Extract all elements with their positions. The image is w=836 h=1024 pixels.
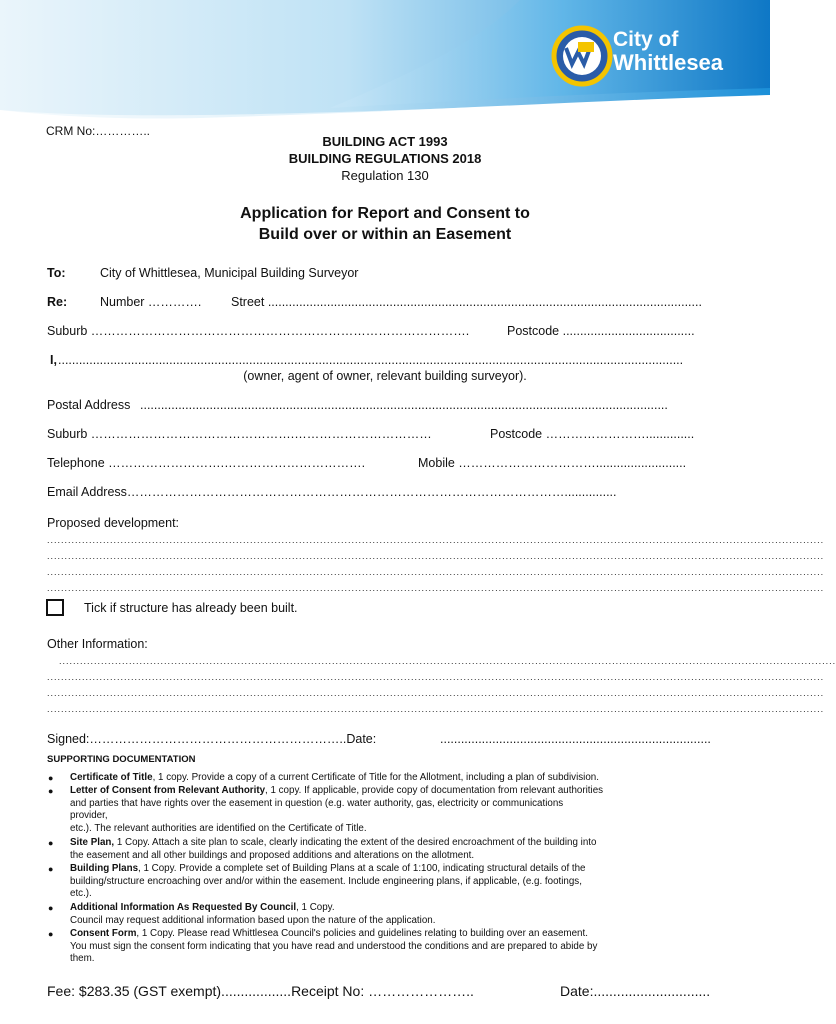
supporting-item: Letter of Consent from Relevant Authority, 1 copy. If applicable, provide copy of documentation from relevant authorities: [70, 785, 604, 796]
telephone-field[interactable]: Telephone ……………………….…………………………….: [47, 456, 366, 470]
bullet: ●: [48, 838, 54, 848]
signed-field[interactable]: Signed:……………………………………………………..Date:: [47, 732, 377, 746]
proposed-development-label: Proposed development:: [47, 516, 180, 530]
postal-postcode-field[interactable]: Postcode ……………………..............: [490, 427, 695, 441]
bullet: ●: [48, 903, 54, 913]
supporting-documentation-heading: SUPPORTING DOCUMENTATION: [47, 754, 196, 765]
postal-address-field[interactable]: ........................................................................................................................................................: [140, 398, 668, 412]
to-label: To:: [47, 266, 66, 280]
receipt-date-field[interactable]: Date:..............................: [560, 983, 711, 999]
act-heading: BUILDING ACT 1993: [322, 134, 448, 149]
bullet: ●: [48, 773, 54, 783]
postal-suburb-field[interactable]: Suburb ………………………………………….……………………………: [47, 427, 432, 441]
other-information-label: Other Information:: [47, 637, 148, 651]
applicant-name-field[interactable]: ....................................................................................................................................................................................: [58, 353, 684, 367]
proposed-development-line[interactable]: ..............................................................................................................................................................................................................................: [47, 551, 825, 561]
supporting-item-continued: them.: [70, 953, 95, 964]
regulations-heading: BUILDING REGULATIONS 2018: [288, 151, 482, 166]
supporting-item: Site Plan, 1 Copy. Attach a site plan to scale, clearly indicating the extent of the desired encroachment of the building into: [70, 837, 597, 848]
supporting-item: Consent Form, 1 Copy. Please read Whittlesea Council's policies and guidelines relating to building over an easement.: [70, 928, 588, 939]
supporting-item-continued: building/structure encroaching over and/or within the easement. Include engineering plans, if applicable, (e.g. footings,: [70, 875, 582, 887]
re-label: Re:: [47, 295, 68, 309]
supporting-item: Building Plans, 1 Copy. Provide a complete set of Building Plans at a scale of 1:100, indicating structural details of the: [70, 863, 586, 874]
proposed-development-line[interactable]: ..............................................................................................................................................................................................................................: [47, 535, 825, 545]
supporting-item: Certificate of Title, 1 copy. Provide a copy of a current Certificate of Title for the Allotment, including a plan of subdivision.: [70, 772, 599, 783]
suburb-field[interactable]: Suburb ……………………………………………………………………………….: [47, 324, 470, 338]
logo-text-line1: City of: [613, 28, 679, 51]
form-title-line2: Build over or within an Easement: [258, 226, 512, 243]
supporting-item-continued: etc.).: [70, 888, 92, 899]
supporting-item: Additional Information As Requested By Council, 1 Copy.: [70, 902, 335, 913]
supporting-item-continued: the easement and all other buildings and proposed additions and alterations on the allotment.: [70, 849, 475, 861]
fee-receipt-field[interactable]: Fee: $283.35 (GST exempt)..................Receipt No: …………………..: [47, 983, 474, 999]
number-field[interactable]: Number ………….: [100, 295, 202, 309]
street-field[interactable]: Street .............................................................................................................................: [231, 295, 702, 309]
other-information-line[interactable]: ..............................................................................................................................................................................................................................: [47, 688, 825, 698]
applicant-label: I,: [50, 353, 57, 367]
to-value: City of Whittlesea, Municipal Building Surveyor: [100, 266, 359, 280]
email-field[interactable]: Email Address……………………………………………………………………………………………...............: [47, 485, 617, 499]
crm-number-field[interactable]: CRM No:…………..: [46, 124, 151, 138]
signed-date-field[interactable]: ..............................................................................: [440, 732, 711, 746]
regulation-number: Regulation 130: [341, 168, 429, 183]
form-title-line1: Application for Report and Consent to: [240, 205, 530, 222]
structure-built-checkbox[interactable]: [46, 599, 64, 616]
proposed-development-line[interactable]: ..............................................................................................................................................................................................................................: [47, 567, 825, 577]
supporting-item-continued: and parties that have rights over the easement in question (e.g. water authority, gas, electricity or communications: [70, 797, 564, 809]
supporting-item-continued: Council may request additional information based upon the nature of the application.: [70, 914, 436, 926]
bullet: ●: [48, 929, 54, 939]
other-information-line[interactable]: ..............................................................................................................................................................................................................................: [47, 672, 825, 682]
other-information-line[interactable]: ..............................................................................................................................................................................................................................: [47, 704, 825, 714]
bullet: ●: [48, 786, 54, 796]
logo-text-line2: Whittlesea: [613, 50, 724, 75]
other-information-line[interactable]: ..............................................................................................................................................................................................................................: [59, 656, 836, 666]
proposed-development-line[interactable]: ..............................................................................................................................................................................................................................: [47, 583, 825, 593]
bullet: ●: [48, 864, 54, 874]
supporting-item-continued: etc.). The relevant authorities are identified on the Certificate of Title.: [70, 822, 367, 834]
supporting-item-continued: You must sign the consent form indicating that you have read and understood the conditions and are prepared to abide by: [70, 940, 598, 952]
mobile-field[interactable]: Mobile ……………………………..........................: [418, 456, 687, 470]
postal-address-label: Postal Address: [47, 398, 131, 412]
structure-built-label: Tick if structure has already been built.: [84, 601, 298, 615]
applicant-hint: (owner, agent of owner, relevant building surveyor).: [243, 369, 527, 383]
postcode-field[interactable]: Postcode ......................................: [507, 324, 695, 338]
supporting-item-continued: provider,: [70, 810, 108, 821]
